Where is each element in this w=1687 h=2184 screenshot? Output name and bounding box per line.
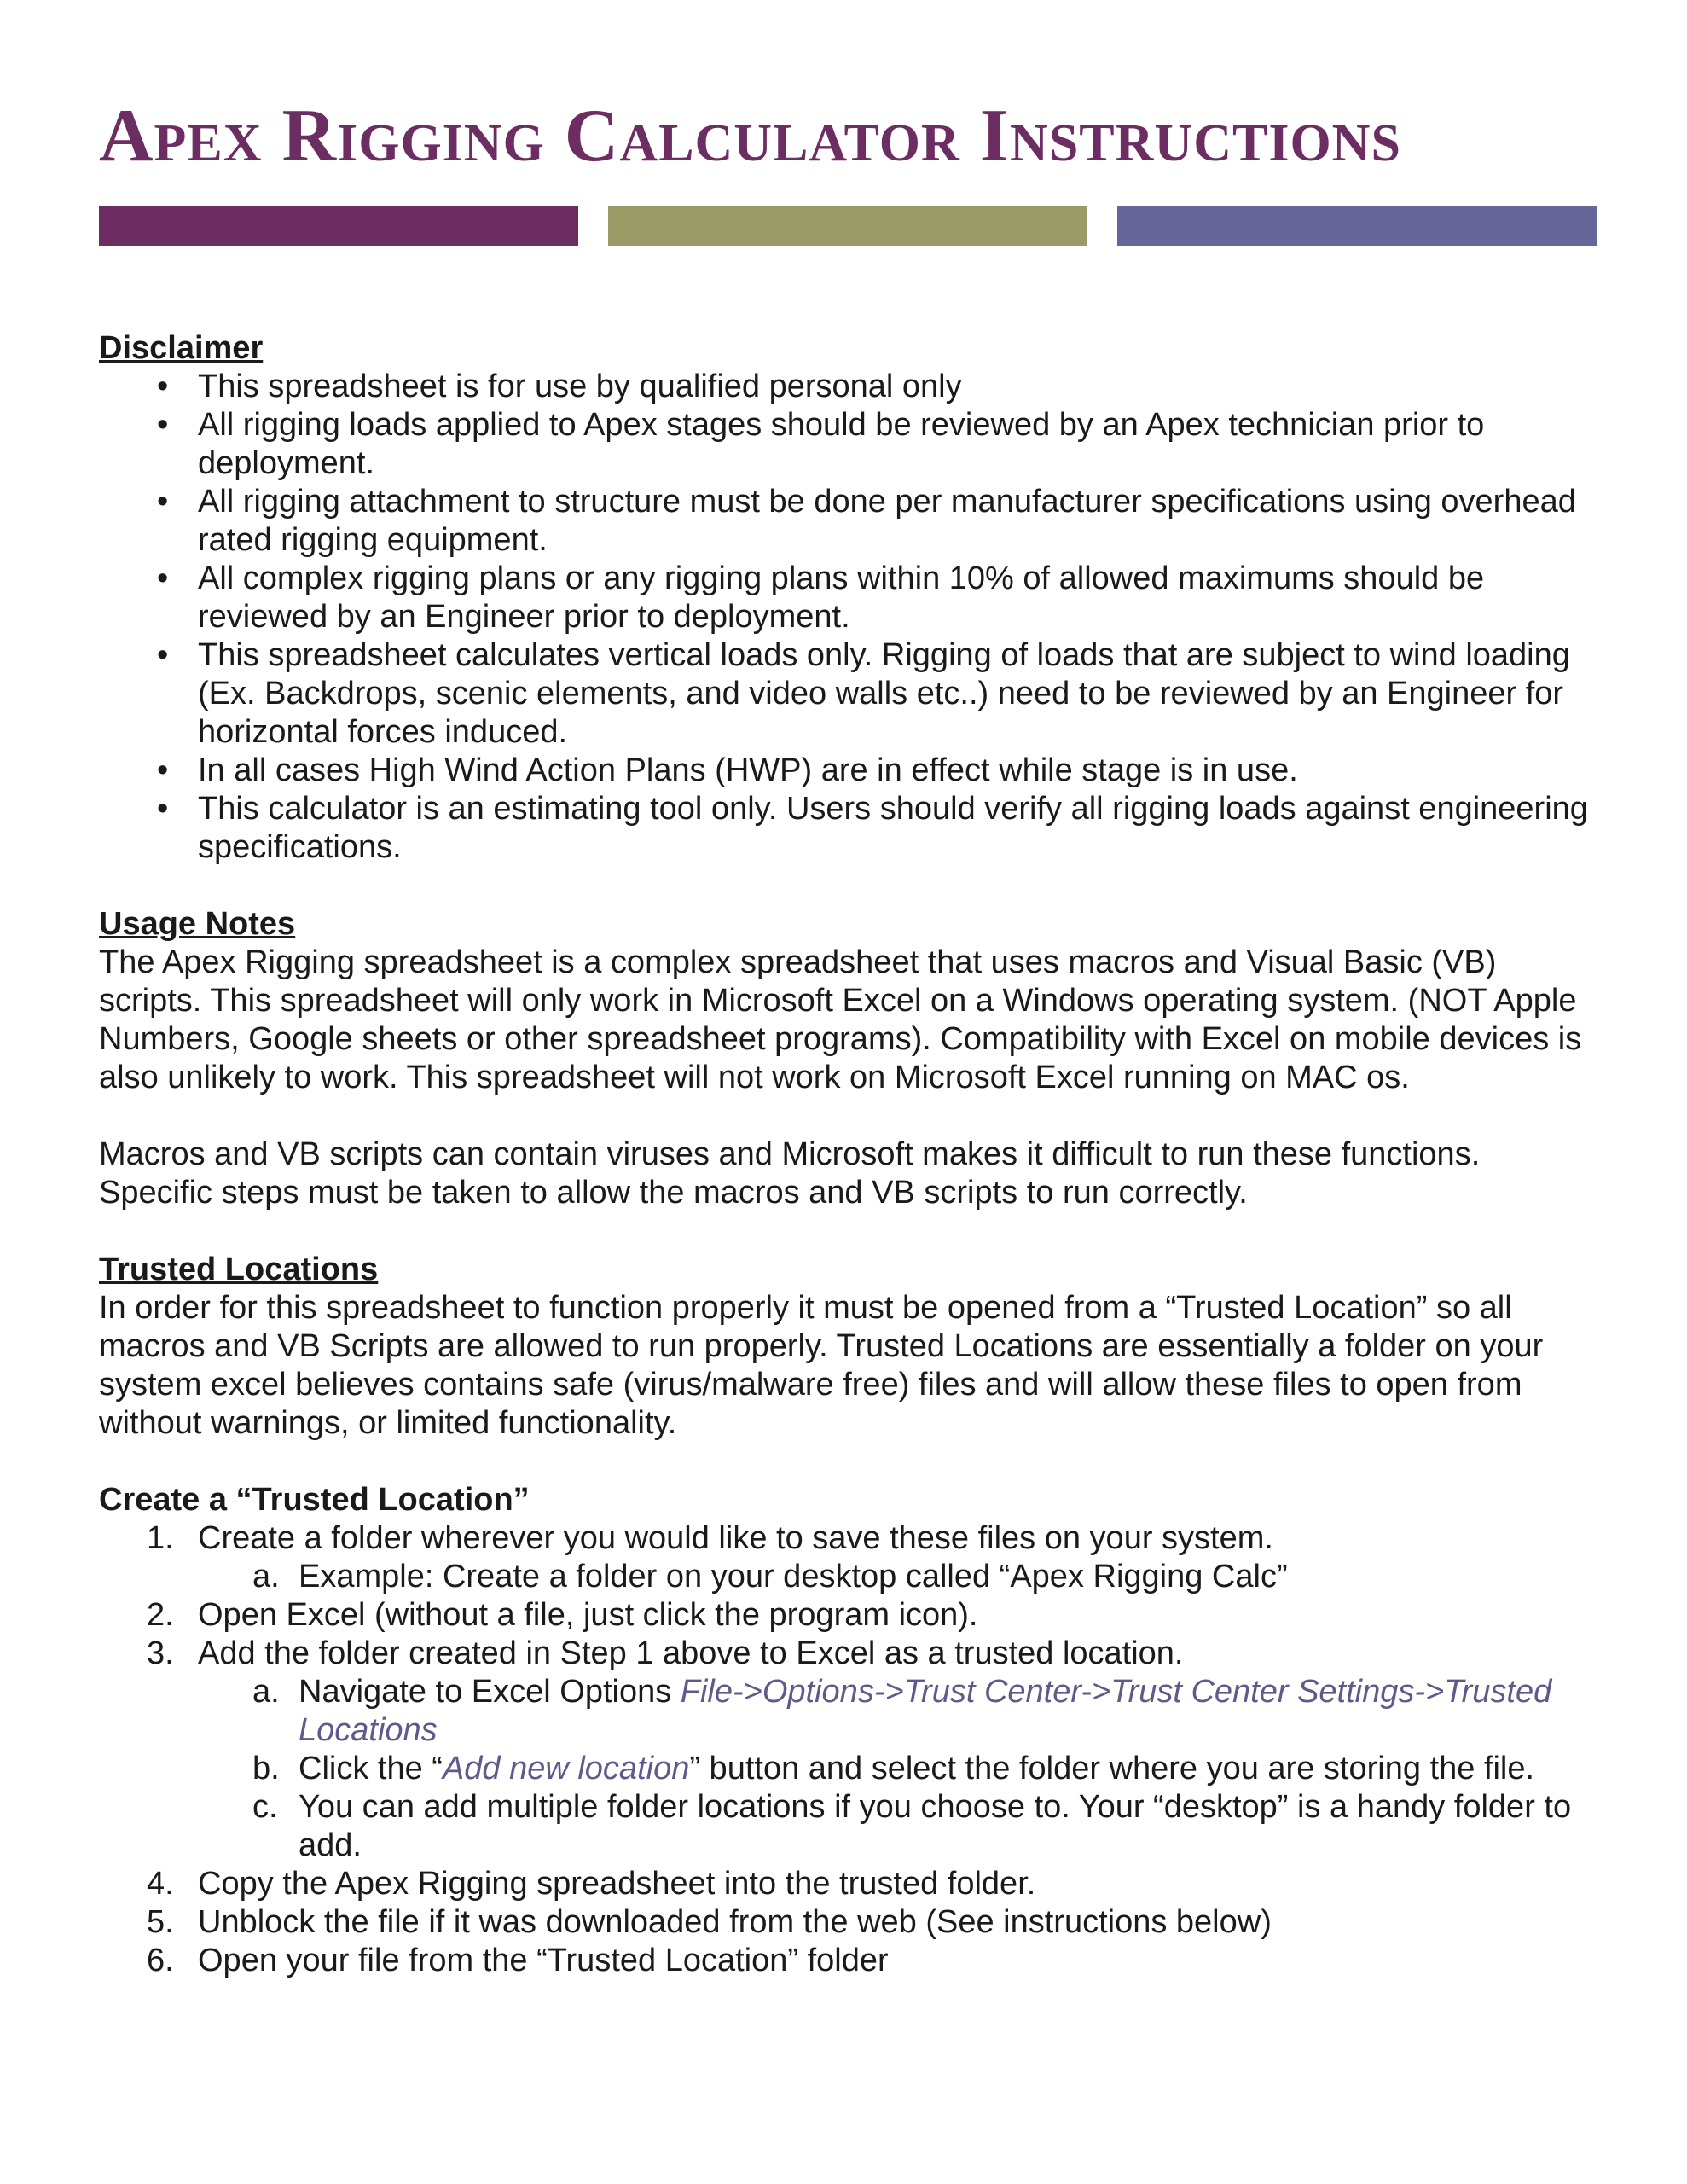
create-section [99, 1481, 1600, 1980]
usage-paragraph-2: Macros and VB scripts can contain viruses and Microsoft makes it difficult to run these functions. Specific steps must be taken to allow the macros and VB scripts to run correctly. [99, 1136, 1481, 1211]
list-item [99, 1942, 1600, 1980]
sub-step-text: Navigate to Excel Options [299, 1674, 681, 1710]
list-item [99, 406, 1600, 483]
list-item [99, 1673, 1600, 1750]
list-item [99, 1635, 1600, 1865]
step-text: Open your file from the “Trusted Location” folder [198, 1943, 889, 1978]
document-page [99, 94, 1600, 1980]
bullet-icon: • [157, 407, 169, 443]
usage-paragraph-1: The Apex Rigging spreadsheet is a complex spreadsheet that uses macros and Visual Basic (VB) scripts. This spreadsheet will only work in Microsoft Excel on a Windows operating system. (NOT Apple Numbers, Google sheets or other spreadsheet programs). Compatibility with Excel on mobile devices is also unlikely to work. This spreadsheet will not work on Microsoft Excel running on MAC os. [99, 944, 1582, 1095]
usage-section [99, 905, 1600, 1212]
list-item [99, 1558, 1600, 1596]
list-item [99, 483, 1600, 560]
bullet-icon: • [157, 637, 169, 673]
bullet-icon: • [157, 561, 169, 596]
list-item [99, 790, 1600, 867]
document-title: Apex Rigging Calculator Instructions [99, 95, 1401, 177]
bullet-icon: • [157, 791, 169, 827]
list-item [99, 1750, 1600, 1788]
disclaimer-heading: Disclaimer [99, 330, 264, 366]
list-item-text: All complex rigging plans or any rigging plans within 10% of allowed maximums should be reviewed by an Engineer prior to deployment. [198, 561, 1485, 635]
menu-path-link: File->Options->Trust Center->Trust Center Settings->Trusted Locations [299, 1674, 1552, 1748]
list-item [99, 1903, 1600, 1942]
trusted-heading: Trusted Locations [99, 1252, 379, 1287]
trusted-section [99, 1251, 1600, 1443]
sub-step-text: Example: Create a folder on your desktop called “Apex Rigging Calc” [299, 1559, 1288, 1594]
step-number: 3. [147, 1635, 174, 1671]
list-item-text: This spreadsheet calculates vertical loads only. Rigging of loads that are subject to wind loading (Ex. Backdrops, scenic elements, and video walls etc..) need to be reviewed by an Engineer for horizontal forces induced. [198, 637, 1570, 750]
bullet-icon: • [157, 752, 169, 788]
sub-step-letter: c. [252, 1789, 278, 1825]
list-item [99, 1519, 1600, 1596]
list-item [99, 1596, 1600, 1635]
list-item [99, 560, 1600, 636]
color-bar-olive [608, 206, 1087, 246]
sub-step-letter: b. [252, 1751, 280, 1786]
step-number: 4. [147, 1866, 174, 1902]
trusted-paragraph: In order for this spreadsheet to function properly it must be opened from a “Trusted Location” so all macros and VB Scripts are allowed to run properly. Trusted Locations are essentially a folder on your system excel believes contains safe (virus/malware free) files and will allow these files to open from without warnings, or limited functionality. [99, 1290, 1544, 1441]
bullet-icon: • [157, 484, 169, 520]
step-number: 5. [147, 1904, 174, 1940]
bullet-icon: • [157, 369, 169, 404]
list-item [99, 1865, 1600, 1903]
list-item [99, 636, 1600, 752]
step-number: 6. [147, 1943, 174, 1978]
usage-heading: Usage Notes [99, 906, 296, 942]
step-text: Open Excel (without a file, just click the program icon). [198, 1597, 978, 1633]
list-item-text: This spreadsheet is for use by qualified personal only [198, 369, 962, 404]
step-text: Create a folder wherever you would like to save these files on your system. [198, 1520, 1273, 1556]
sub-step-letter: a. [252, 1674, 280, 1710]
add-location-link: Add new location [442, 1751, 690, 1786]
list-item-text: This calculator is an estimating tool only. Users should verify all rigging loads against engineering specifications. [198, 791, 1588, 865]
list-item-text: All rigging attachment to structure must be done per manufacturer specifications using overhead rated rigging equipment. [198, 484, 1576, 558]
sub-step-letter: a. [252, 1559, 280, 1594]
sub-step-text: ” button and select the folder where you are storing the file. [689, 1751, 1535, 1786]
create-heading: Create a “Trusted Location” [99, 1482, 530, 1518]
disclaimer-list [99, 368, 1600, 867]
list-item [99, 1788, 1600, 1865]
step-text: Add the folder created in Step 1 above to Excel as a trusted location. [198, 1635, 1184, 1671]
disclaimer-section [99, 329, 1600, 867]
step-number: 1. [147, 1520, 174, 1556]
list-item [99, 752, 1600, 790]
sub-steps-list [198, 1558, 1600, 1596]
list-item [99, 368, 1600, 406]
sub-step-text: You can add multiple folder locations if you choose to. Your “desktop” is a handy folder to add. [299, 1789, 1572, 1863]
list-item-text: In all cases High Wind Action Plans (HWP) are in effect while stage is in use. [198, 752, 1298, 788]
create-steps-list [99, 1519, 1600, 1980]
sub-steps-list [198, 1673, 1600, 1865]
step-text: Copy the Apex Rigging spreadsheet into the trusted folder. [198, 1866, 1036, 1902]
color-bar-purple [99, 206, 578, 246]
step-text: Unblock the file if it was downloaded from the web (See instructions below) [198, 1904, 1272, 1940]
color-bar-blue [1117, 206, 1597, 246]
title-color-bars [99, 206, 1600, 246]
sub-step-text: Click the “ [299, 1751, 443, 1786]
step-number: 2. [147, 1597, 174, 1633]
list-item-text: All rigging loads applied to Apex stages should be reviewed by an Apex technician prior to deployment. [198, 407, 1485, 481]
